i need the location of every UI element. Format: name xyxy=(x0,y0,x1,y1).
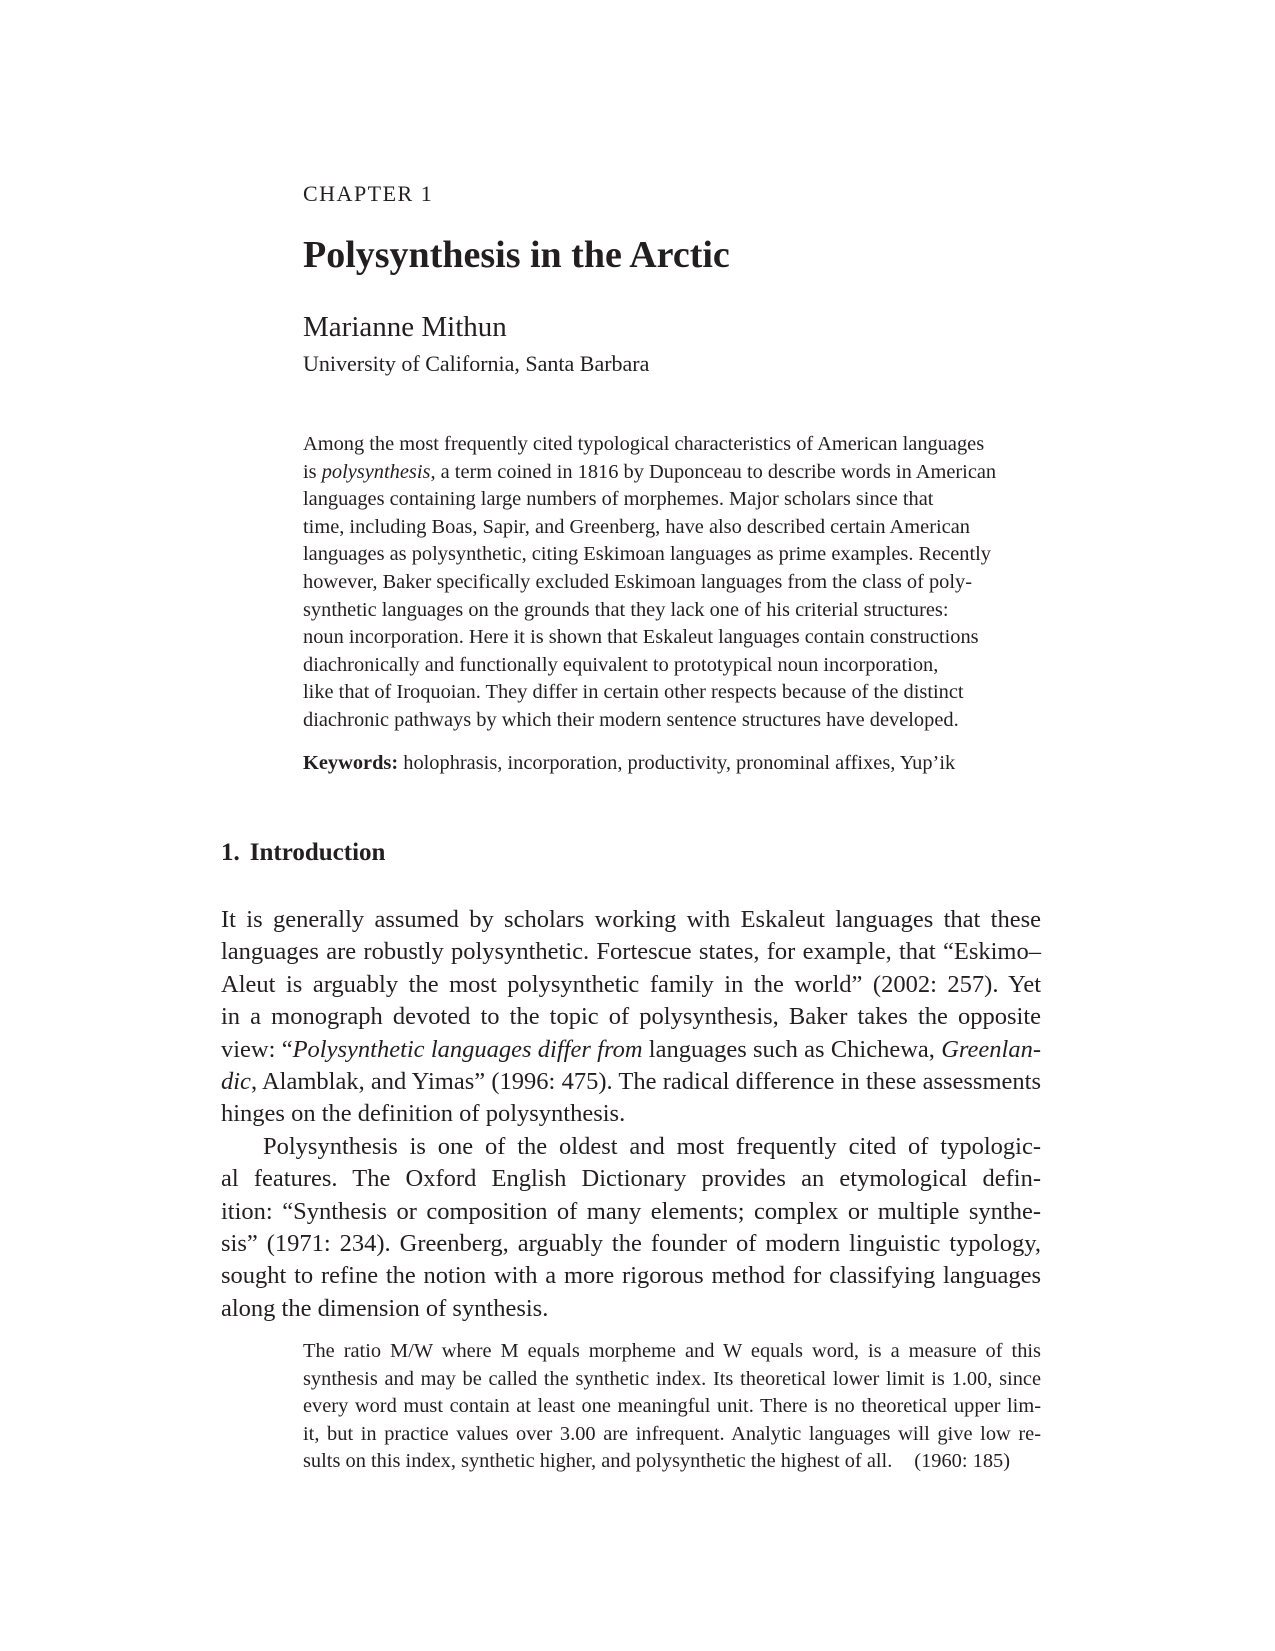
quote-line: The ratio M/W where M equals morpheme and W equals word, is a measure of this xyxy=(303,1340,1041,1362)
chapter-label: CHAPTER 1 xyxy=(303,181,434,206)
body-line: ition: “Synthesis or composition of many elements; complex or multiple synthe- xyxy=(221,1197,1041,1225)
keywords-list: holophrasis, incorporation, productivity, pronominal affixes, Yup’ik xyxy=(398,752,956,774)
body-line: languages are robustly polysynthetic. Fortescue states, for example, that “Eskimo– xyxy=(221,938,1041,966)
body-line: Aleut is arguably the most polysynthetic family in the world” (2002: 257). Yet xyxy=(221,970,1041,998)
abstract-line: Among the most frequently cited typological characteristics of American languages xyxy=(303,433,985,455)
body-line: al features. The Oxford English Dictionary provides an etymological defin- xyxy=(221,1165,1041,1193)
abstract-line: languages containing large numbers of morphemes. Major scholars since that xyxy=(303,488,934,511)
abstract-line: is polysynthesis, a term coined in 1816 by Duponceau to describe words in American xyxy=(303,460,997,483)
keywords xyxy=(303,750,1031,778)
quote-line: it, but in practice values over 3.00 are infrequent. Analytic languages will give low re- xyxy=(303,1422,1041,1445)
author-name: Marianne Mithun xyxy=(303,311,507,343)
body-text xyxy=(221,904,1041,1325)
abstract-line: however, Baker specifically excluded Eskimoan languages from the class of poly- xyxy=(303,570,973,593)
section-title: Introduction xyxy=(249,839,386,866)
abstract-line: noun incorporation. Here it is shown that Eskaleut languages contain constructions xyxy=(303,626,979,649)
quote-citation: (1960: 185) xyxy=(914,1450,1011,1473)
abstract-term: polysynthesis xyxy=(321,460,431,483)
abstract-line: time, including Boas, Sapir, and Greenberg, have also described certain American xyxy=(303,515,970,538)
quote-line: every word must contain at least one meaningful unit. There is no theoretical upper lim- xyxy=(303,1395,1041,1418)
abstract-line: synthetic languages on the grounds that they lack one of his criterial structures: xyxy=(303,598,949,621)
author-affiliation: University of California, Santa Barbara xyxy=(303,351,650,376)
body-line: It is generally assumed by scholars working with Eskaleut languages that these xyxy=(221,906,1041,933)
body-line: view: “Polysynthetic languages differ from languages such as Chichewa, Greenlan- xyxy=(221,1035,1041,1063)
abstract-line: diachronic pathways by which their modern sentence structures have developed. xyxy=(303,708,959,731)
keywords-label: Keywords: xyxy=(303,752,399,774)
section-number: 1. xyxy=(221,839,240,866)
chapter-title: Polysynthesis in the Arctic xyxy=(303,234,730,276)
block-quote xyxy=(303,1338,1041,1476)
body-line: dic, Alamblak, and Yimas” (1996: 475). The radical difference in these assessments xyxy=(221,1067,1041,1095)
quote-line: sults on this index, synthetic higher, and polysynthetic the highest of all. (1960: 185) xyxy=(303,1448,1041,1476)
abstract-line: languages as polysynthetic, citing Eskimoan languages as prime examples. Recently xyxy=(303,543,992,566)
body-line: sought to refine the notion with a more rigorous method for classifying languages xyxy=(221,1262,1041,1290)
body-line: Polysynthesis is one of the oldest and most frequently cited of typologic- xyxy=(263,1132,1041,1160)
section-heading xyxy=(221,840,385,865)
abstract xyxy=(303,431,1031,735)
body-line: in a monograph devoted to the topic of polysynthesis, Baker takes the opposite xyxy=(221,1003,1041,1031)
body-line: sis” (1971: 234). Greenberg, arguably the founder of modern linguistic typology, xyxy=(221,1229,1041,1257)
abstract-line: like that of Iroquoian. They differ in certain other respects because of the distinct xyxy=(303,681,964,704)
body-line: hinges on the definition of polysynthesis. xyxy=(221,1100,626,1128)
quote-line: synthesis and may be called the synthetic index. Its theoretical lower limit is 1.00, since xyxy=(303,1367,1041,1390)
body-line: along the dimension of synthesis. xyxy=(221,1294,549,1322)
abstract-line: diachronically and functionally equivalent to prototypical noun incorporation, xyxy=(303,653,939,676)
